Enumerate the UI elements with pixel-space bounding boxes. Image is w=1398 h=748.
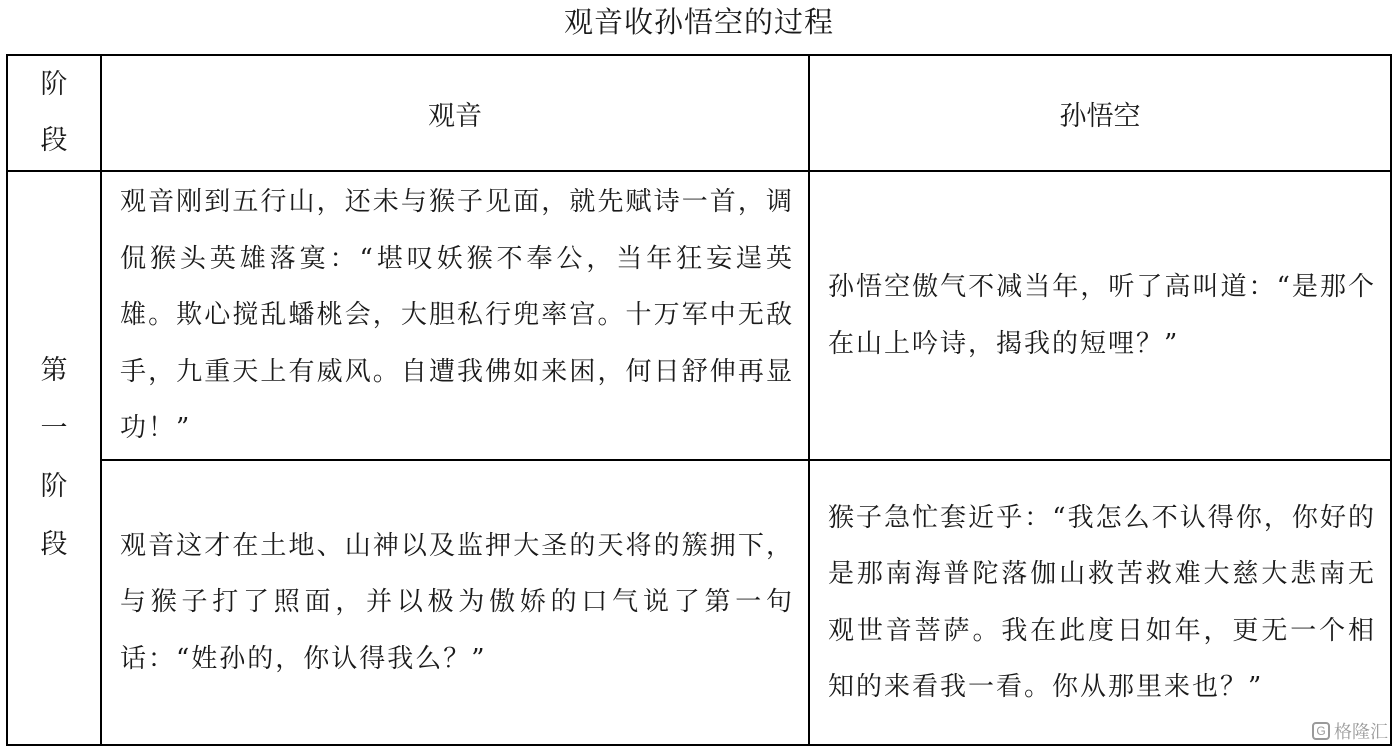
guanyin-cell: 观音这才在土地、山神以及监押大圣的天将的簇拥下，与猴子打了照面，并以极为傲娇的口气说了第一句话：“姓孙的，你认得我么？” <box>101 460 809 745</box>
stage-label-char: 第 <box>40 355 68 386</box>
watermark-text: 格隆汇 <box>1334 722 1388 742</box>
guanyin-cell: 观音刚到五行山，还未与猴子见面，就先赋诗一首，调侃猴头英雄落寞：“堪叹妖猴不奉公，当年狂妄逞英雄。欺心搅乱蟠桃会，大胆私行兜率宫。十万军中无敌手，九重天上有威风。自遭我佛如来困，何日舒伸再显功！” <box>101 171 809 460</box>
stage-label-char: 一 <box>40 413 68 444</box>
table-header-row <box>7 55 1391 171</box>
table-row <box>7 460 1391 745</box>
stage-header-char: 段 <box>40 125 68 156</box>
sunwukong-cell: 孙悟空傲气不减当年，听了高叫道：“是那个在山上吟诗，揭我的短哩？” <box>809 171 1391 460</box>
sunwukong-cell: 猴子急忙套近乎：“我怎么不认得你，你好的是那南海普陀落伽山救苦救难大慈大悲南无观世音菩萨。我在此度日如年，更无一个相知的来看我一看。你从那里来也？” <box>809 460 1391 745</box>
stage-header-char: 阶 <box>40 69 68 100</box>
watermark <box>1312 718 1388 744</box>
stage-label-char: 段 <box>40 529 68 560</box>
stage-label-cell <box>7 171 101 745</box>
document-title: 观音收孙悟空的过程 <box>563 5 834 39</box>
stage-column-header <box>7 55 101 171</box>
sunwukong-column-header: 孙悟空 <box>809 55 1391 171</box>
glow-logo-icon: G <box>1312 722 1330 740</box>
guanyin-column-header: 观音 <box>101 55 809 171</box>
stage-label-char: 阶 <box>40 471 68 502</box>
table-row <box>7 171 1391 460</box>
process-table <box>6 54 1392 746</box>
